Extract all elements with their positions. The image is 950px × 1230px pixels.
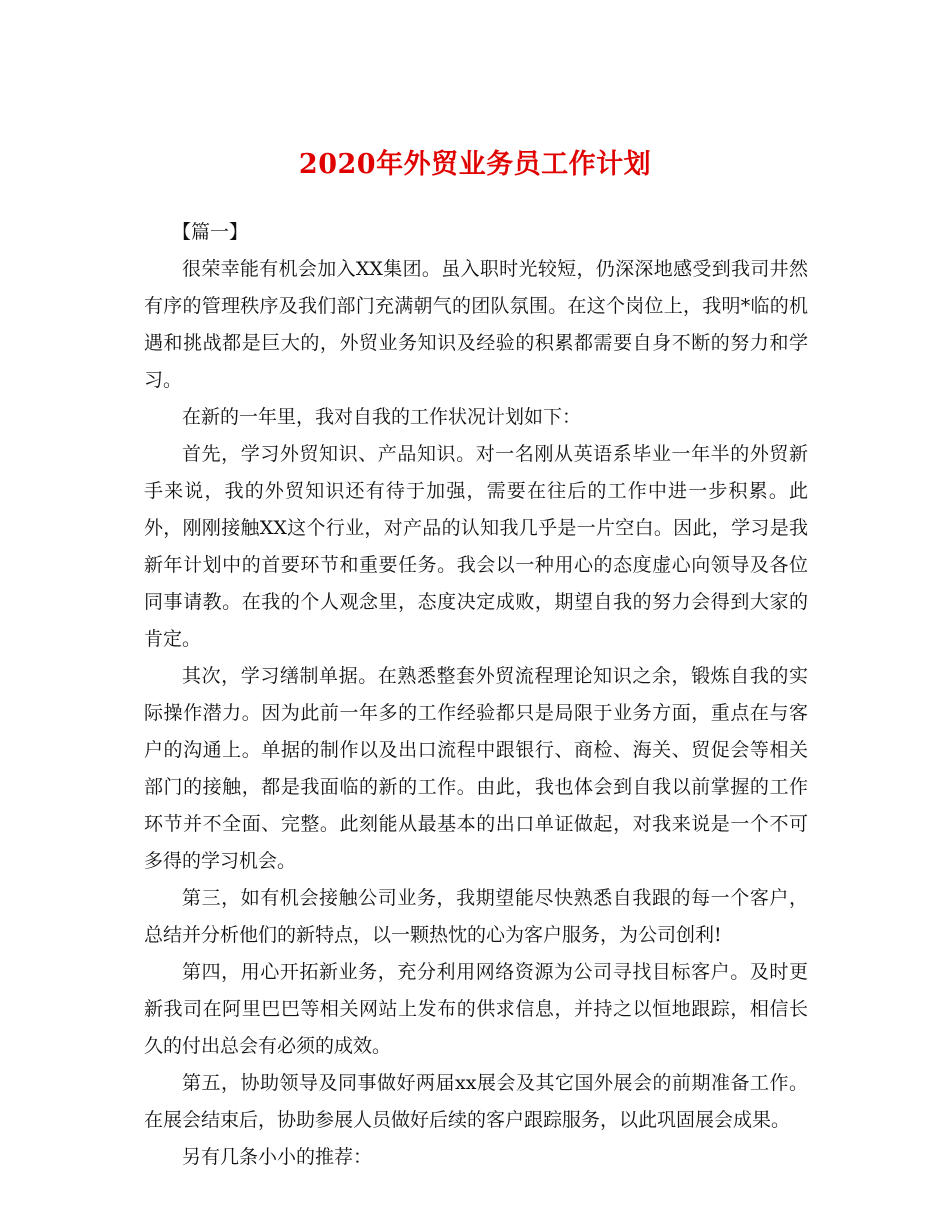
paragraph-fifth: 第五，协助领导及同事做好两届xx展会及其它国外展会的前期准备工作。在展会结束后，协助参展人员做好后续的客户跟踪服务，以此巩固展会成果。 [144, 1072, 808, 1131]
document-title: 2020年外贸业务员工作计划 [298, 149, 652, 180]
document-body [144, 214, 808, 1176]
paragraph-third: 第三，如有机会接触公司业务，我期望能尽快熟悉自我跟的每一个客户，总结并分析他们的新特点，以一颗热忱的心为客户服务，为公司创利! [144, 887, 808, 946]
paragraph-fourth: 第四，用心开拓新业务，充分利用网络资源为公司寻找目标客户。及时更新我司在阿里巴巴等相关网站上发布的供求信息，并持之以恒地跟踪，相信长久的付出总会有必须的成效。 [144, 961, 808, 1057]
paragraph-plan-lead: 在新的一年里，我对自我的工作状况计划如下： [182, 406, 582, 428]
paragraph-intro: 很荣幸能有机会加入XX集团。虽入职时光较短，仍深深地感受到我司井然有序的管理秩序及我们部门充满朝气的团队氛围。在这个岗位上，我明*临的机遇和挑战都是巨大的，外贸业务知识及经验的积累都需要自身不断的努力和学习。 [144, 258, 808, 391]
paragraph-second: 其次，学习缮制单据。在熟悉整套外贸流程理论知识之余，锻炼自我的实际操作潜力。因为此前一年多的工作经验都只是局限于业务方面，重点在与客户的沟通上。单据的制作以及出口流程中跟银行、商检、海关、贸促会等相关部门的接触，都是我面临的新的工作。由此，我也体会到自我以前掌握的工作环节并不全面、完整。此刻能从最基本的出口单证做起，对我来说是一个不可多得的学习机会。 [144, 665, 808, 872]
paragraph-suggestions-lead: 另有几条小小的推荐： [182, 1146, 373, 1168]
paragraph-first: 首先，学习外贸知识、产品知识。对一名刚从英语系毕业一年半的外贸新手来说，我的外贸知识还有待于加强，需要在往后的工作中进一步积累。此外，刚刚接触XX这个行业，对产品的认知我几乎是一片空白。因此，学习是我新年计划中的首要环节和重要任务。我会以一种用心的态度虚心向领导及各位同事请教。在我的个人观念里，态度决定成败，期望自我的努力会得到大家的肯定。 [144, 443, 808, 650]
section-label: 【篇一】 [172, 221, 249, 243]
